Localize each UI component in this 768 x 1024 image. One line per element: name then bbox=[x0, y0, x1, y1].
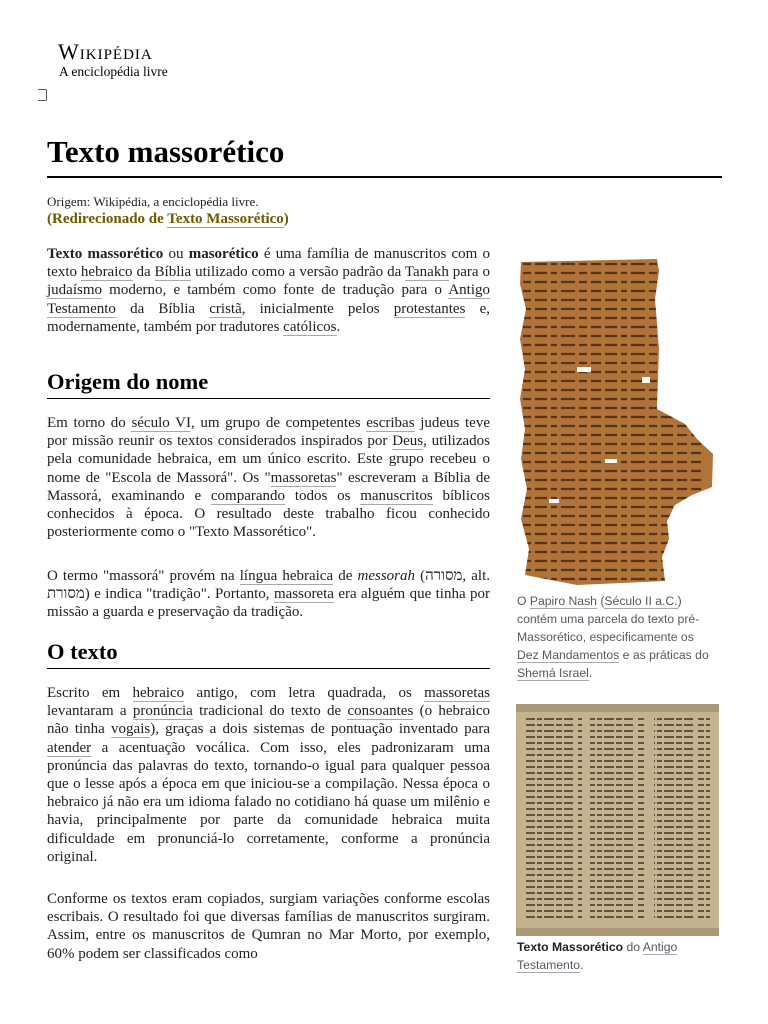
redirect-notice bbox=[47, 211, 289, 228]
text: e as práticas do bbox=[619, 648, 709, 662]
section-divider bbox=[47, 398, 490, 399]
link-antigo-testamento[interactable]: Antigo Testamento bbox=[517, 940, 678, 972]
link-atender[interactable]: atender bbox=[47, 739, 92, 756]
caption-term-bold: Texto Massorético bbox=[517, 940, 624, 954]
link-catolicos[interactable]: católicos bbox=[283, 318, 337, 335]
link-manuscritos[interactable]: manuscritos bbox=[360, 487, 433, 504]
link-protestantes[interactable]: protestantes bbox=[393, 300, 466, 317]
link-tanakh[interactable]: Tanakh bbox=[404, 264, 449, 281]
link-deus[interactable]: Deus bbox=[392, 433, 424, 450]
text: ( bbox=[596, 594, 605, 608]
text: todos os bbox=[285, 487, 361, 504]
site-subtitle: Origem: Wikipédia, a enciclopédia livre. bbox=[47, 194, 259, 209]
text: Conforme os textos eram copiados, surgiam variações conforme escolas escribais. O resultado foi que diversas famílias de manuscritos surgiram. Assim, entre os manuscritos de Qumran no Mar Morto, por exemplo, 60% podem ser classificados como bbox=[47, 891, 490, 962]
text: (מסורה, alt. מסורת) e indica "tradição". Portanto, bbox=[47, 568, 491, 603]
title-divider bbox=[47, 176, 722, 178]
link-hebraico[interactable]: hebraico bbox=[132, 685, 185, 701]
figure-caption-1 bbox=[517, 592, 717, 682]
origem-paragraph-1 bbox=[47, 414, 490, 541]
text: tradicional do texto de bbox=[192, 703, 348, 720]
logo-tagline: A enciclopédia livre bbox=[59, 64, 168, 79]
link-crista[interactable]: cristã bbox=[209, 300, 242, 317]
link-seculo-vi[interactable]: século VI bbox=[131, 415, 191, 431]
link-escribas[interactable]: escribas bbox=[366, 415, 415, 431]
link-papiro-nash[interactable]: Papiro Nash bbox=[529, 594, 597, 608]
text: ), graças a dois sistemas de pontuação inventado para bbox=[150, 721, 490, 738]
figure-caption-2 bbox=[517, 938, 717, 974]
text: da bbox=[132, 264, 155, 281]
text: utilizado como a versão padrão da bbox=[191, 264, 405, 281]
text: do bbox=[623, 940, 643, 954]
texto-paragraph-2 bbox=[47, 890, 490, 963]
link-biblia[interactable]: Bíblia bbox=[154, 264, 192, 281]
texto-paragraph-1 bbox=[47, 684, 490, 866]
text: . bbox=[336, 318, 341, 335]
section-divider bbox=[47, 668, 490, 669]
logo-title: Wikipédia bbox=[58, 39, 153, 64]
page-title: Texto massorético bbox=[47, 134, 285, 169]
link-dez-mandamentos[interactable]: Dez Mandamentos bbox=[517, 648, 620, 662]
redirect-suffix: ) bbox=[283, 211, 289, 227]
text: da Bíblia bbox=[115, 300, 210, 317]
term-italic: messorah bbox=[357, 568, 416, 584]
redirect-link[interactable]: Texto Massorético bbox=[167, 211, 284, 227]
term-bold: masorético bbox=[188, 246, 259, 262]
masoretic-manuscript-image[interactable] bbox=[516, 704, 719, 936]
link-massoretas[interactable]: massoretas bbox=[270, 469, 337, 486]
text: moderno, e também como fonte de tradução para o bbox=[102, 282, 449, 299]
section-heading-origem: Origem do nome bbox=[47, 369, 209, 394]
text: " escreveram a Bíblia de Massorá, examinando e bbox=[47, 469, 490, 504]
link-massoreta[interactable]: massoreta bbox=[273, 586, 334, 603]
redirect-prefix: (Redirecionado de bbox=[47, 211, 168, 227]
text: bíblicos conhecidos à época. O resultado deste trabalho ficou conhecido posteriormente como o "Texto Massorético". bbox=[47, 487, 490, 541]
intro-paragraph bbox=[47, 245, 490, 336]
text: ou bbox=[163, 246, 189, 262]
text: . bbox=[580, 958, 584, 972]
text: a acentuação vocálica. Com isso, eles padronizaram uma pronúncia das palavras do texto, tornando-o igual para qualquer pessoa que o lesse após a época em que iniciou-se a compilação. Nessa época o hebraico já não era um idioma falado no cotidiano há quase um milênio e havia, principalmente por parte da comunidade hebraica muita dificuldade em pronunciá-lo corretamente, conforme a pronúncia original. bbox=[47, 739, 490, 865]
link-seculo-ii[interactable]: Século II a.C. bbox=[604, 594, 678, 608]
text: (o hebraico não tinha bbox=[47, 703, 490, 738]
text: . bbox=[588, 666, 593, 680]
text: O bbox=[517, 594, 530, 608]
text: , utilizados pela comunidade hebraica, em um único escrito. Este grupo recebeu o nome de "Escola de Massorá". Os " bbox=[47, 433, 490, 486]
text: é uma família de manuscritos com o texto bbox=[47, 246, 491, 281]
link-comparando[interactable]: comparando bbox=[210, 487, 286, 504]
link-consoantes[interactable]: consoantes bbox=[347, 703, 414, 720]
wikipedia-logo[interactable] bbox=[58, 40, 168, 80]
text: Escrito em bbox=[47, 685, 133, 701]
link-lingua-hebraica[interactable]: língua hebraica bbox=[239, 568, 334, 584]
menu-toggle-icon[interactable] bbox=[38, 89, 47, 101]
link-hebraico[interactable]: hebraico bbox=[80, 264, 133, 281]
text: e, modernamente, também por tradutores bbox=[47, 300, 490, 335]
text: antigo, com letra quadrada, os bbox=[184, 685, 425, 701]
text: , inicialmente pelos bbox=[241, 300, 394, 317]
link-pronuncia[interactable]: pronúncia bbox=[132, 703, 193, 720]
text: ) contém uma parcela do texto pré-Massorético, especificamente os bbox=[517, 594, 700, 644]
text: levantaram a bbox=[47, 703, 133, 720]
text: judeus teve por missão reunir os textos considerados inspirados por bbox=[47, 415, 490, 450]
term-bold: Texto massorético bbox=[47, 246, 164, 262]
text: para o bbox=[448, 264, 490, 281]
link-shema-israel[interactable]: Shemá Israel bbox=[517, 666, 589, 680]
text: O termo "massorá" provém na bbox=[47, 568, 240, 584]
text: , um grupo de competentes bbox=[190, 415, 367, 431]
link-antigo-testamento[interactable]: Antigo Testamento bbox=[47, 282, 490, 317]
section-heading-texto: O texto bbox=[47, 639, 118, 664]
link-massoretas[interactable]: massoretas bbox=[424, 685, 490, 701]
nash-papyrus-image[interactable] bbox=[517, 259, 717, 587]
text: de bbox=[333, 568, 358, 584]
text: Em torno do bbox=[47, 415, 132, 431]
link-judaismo[interactable]: judaísmo bbox=[47, 282, 102, 299]
link-vogais[interactable]: vogais bbox=[111, 721, 151, 738]
text: era alguém que tinha por missão a guarda e preservação da tradição. bbox=[47, 586, 490, 621]
origem-paragraph-2 bbox=[47, 567, 490, 622]
